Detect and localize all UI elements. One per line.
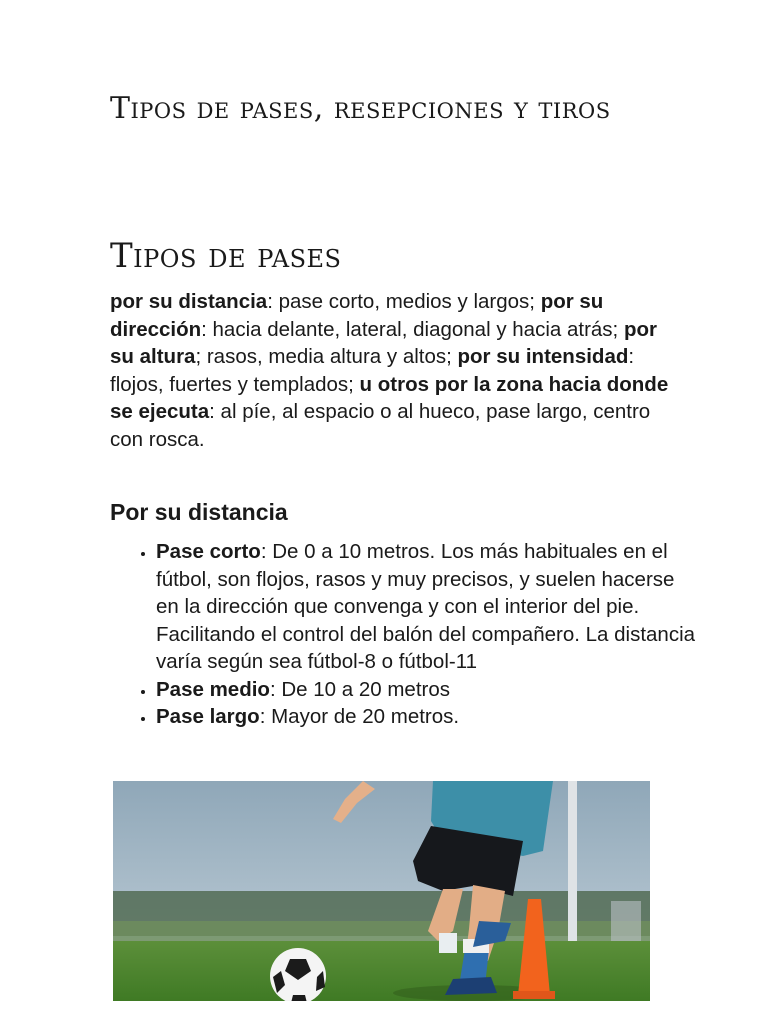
subheading-distance: Por su distancia <box>110 499 288 525</box>
intro-segment: por su altura <box>110 317 657 368</box>
intro-segment: por su distancia <box>110 290 268 313</box>
intro-segment: : flojos, fuertes y templados; <box>110 345 635 396</box>
list-item <box>156 703 696 731</box>
intro-segment: por su intensidad <box>457 345 629 368</box>
bullet-term: Pase corto <box>156 540 261 563</box>
intro-paragraph <box>110 288 670 453</box>
bullet-desc: : Mayor de 20 metros. <box>259 705 460 728</box>
intro-segment: : pase corto, medios y largos; <box>267 290 541 313</box>
document-title: Tipos de pases, resepciones y tiros <box>110 91 611 126</box>
bullet-term: Pase largo <box>156 705 260 728</box>
list-item <box>156 538 696 676</box>
intro-segment: ; rasos, media altura y altos; <box>195 345 458 368</box>
bullet-desc: : De 10 a 20 metros <box>269 677 450 701</box>
intro-segment: : al píe, al espacio o al hueco, pase largo, centro con rosca. <box>110 400 651 451</box>
bullet-term: Pase medio <box>156 677 270 701</box>
intro-segment: u otros por la zona hacia donde se ejecuta <box>110 372 669 423</box>
soccer-player-photo <box>113 781 650 1001</box>
bullet-desc: : De 0 a 10 metros. Los más habituales en el fútbol, son flojos, rasos y muy precisos, y suelen hacerse en la dirección que convenga y con el interior del pie. Facilitando el control del balón del compañero. La distancia varía según sea fútbol-8 o fútbol-11 <box>156 540 696 673</box>
list-item <box>156 676 696 704</box>
bullet-list <box>110 538 696 731</box>
section-title: Tipos de pases <box>110 236 342 276</box>
intro-segment: : hacia delante, lateral, diagonal y hacia atrás; <box>201 317 624 341</box>
intro-segment: por su dirección <box>110 290 604 341</box>
